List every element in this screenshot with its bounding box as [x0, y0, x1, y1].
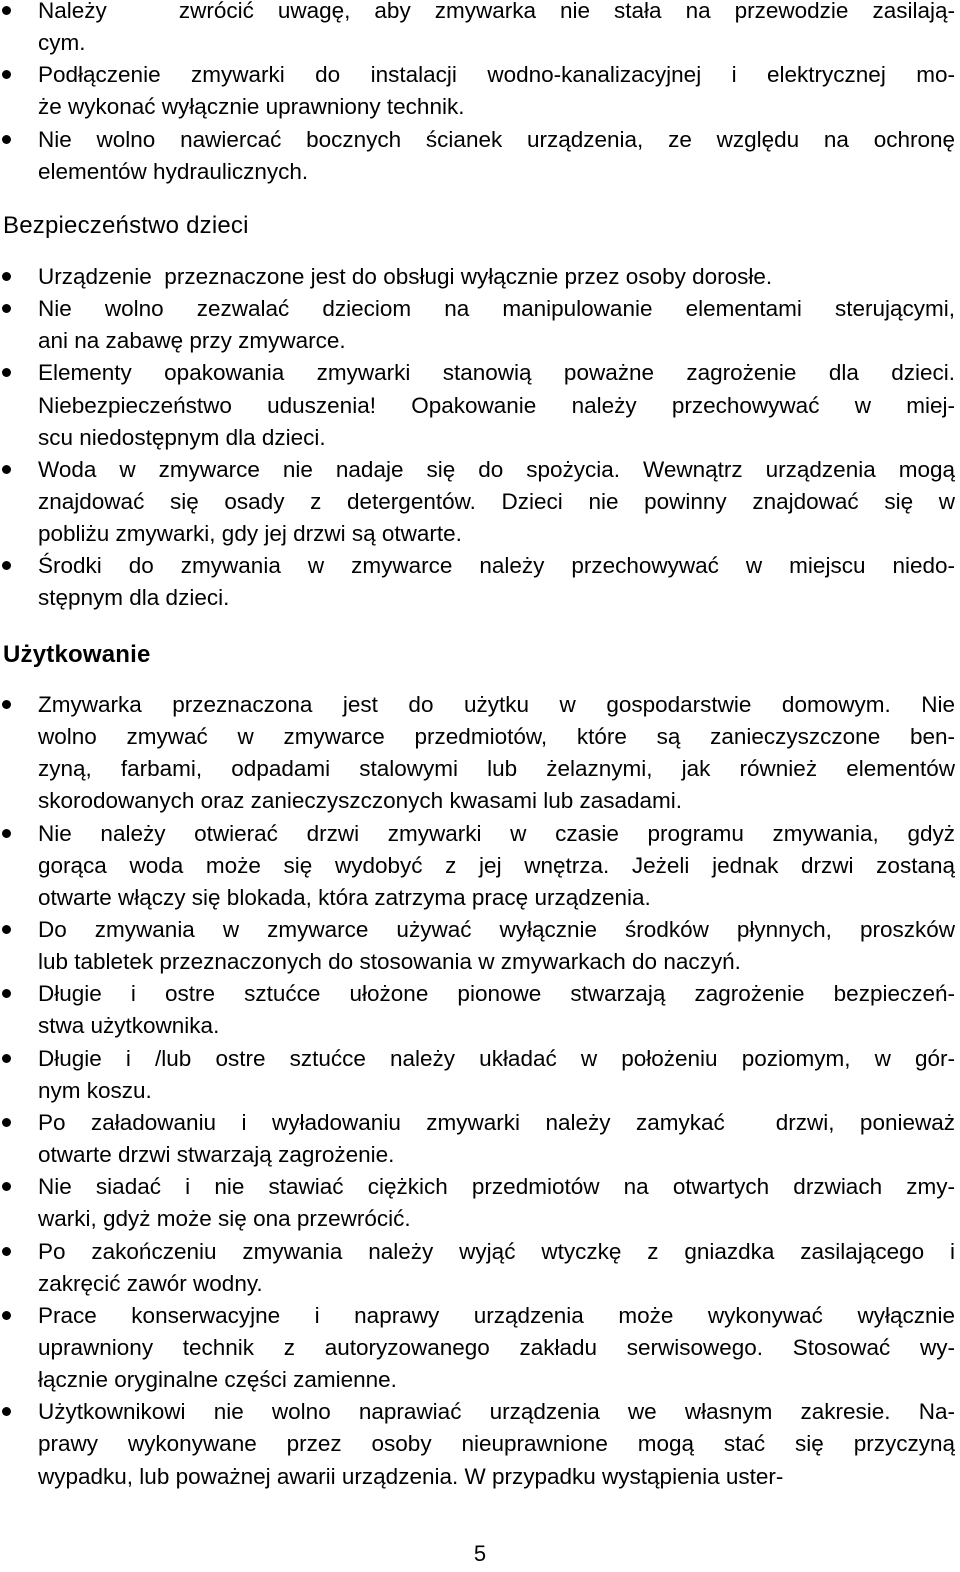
- list-item-line: Urządzenie przeznaczone jest do obsługi wyłącznie przez osoby dorosłe.: [38, 264, 773, 289]
- list-item-line: Długie i /lub ostre sztućce należy układać w położeniu poziomym, w gór-: [38, 1045, 955, 1071]
- list-item-line: Woda w zmywarce nie nadaje się do spożycia. Wewnątrz urządzenia mogą: [38, 456, 955, 482]
- list-item-line: stępnym dla dzieci.: [38, 585, 230, 611]
- bullet-icon: [2, 700, 11, 709]
- list-item-line: Niebezpieczeństwo uduszenia! Opakowanie należy przechowywać w miej-: [38, 392, 955, 418]
- list-item-line: otwarte włączy się blokada, która zatrzyma pracę urządzenia.: [38, 884, 651, 910]
- list-item-line: zyną, farbami, odpadami stalowymi lub żelaznymi, jak również elementów: [38, 756, 955, 782]
- list-item-line: Należy zwrócić uwagę, aby zmywarka nie stała na przewodzie zasilają-: [38, 0, 955, 23]
- list-item-line: otwarte drzwi stwarzają zagrożenie.: [38, 1142, 395, 1168]
- list-item-line: skorodowanych oraz zanieczyszczonych kwasami lub zasadami.: [38, 788, 683, 814]
- list-item-line: gorąca woda może się wydobyć z jej wnętrza. Jeżeli jednak drzwi zostaną: [38, 852, 955, 878]
- list-item-line: Elementy opakowania zmywarki stanowią poważne zagrożenie dla dzieci.: [38, 360, 955, 386]
- bullet-icon: [2, 561, 11, 570]
- list-item-line: Środki do zmywania w zmywarce należy przechowywać w miejscu niedo-: [38, 553, 955, 579]
- list-item-line: lub tabletek przeznaczonych do stosowania w zmywarkach do naczyń.: [38, 949, 741, 975]
- bullet-icon: [2, 1054, 11, 1063]
- list-item-line: pobliżu zmywarki, gdy jej drzwi są otwarte.: [38, 521, 462, 547]
- list-item-line: Użytkownikowi nie wolno naprawiać urządzenia we własnym zakresie. Na-: [38, 1399, 955, 1425]
- list-item-line: łącznie oryginalne części zamienne.: [38, 1367, 397, 1393]
- list-item-line: Nie wolno zezwalać dzieciom na manipulowanie elementami sterującymi,: [38, 296, 955, 322]
- list-item-line: nym koszu.: [38, 1077, 152, 1103]
- bullet-icon: [2, 989, 11, 998]
- bullet-icon: [2, 1407, 11, 1416]
- list-item-line: Po zakończeniu zmywania należy wyjąć wtyczkę z gniazdka zasilającego i: [38, 1238, 955, 1264]
- bullet-icon: [2, 6, 11, 15]
- list-item-line: ani na zabawę przy zmywarce.: [38, 328, 346, 354]
- list-item-line: cym.: [38, 30, 86, 56]
- list-item-line: Podłączenie zmywarki do instalacji wodno-kanalizacyjnej i elektrycznej mo-: [38, 62, 955, 88]
- list-item-line: warki, gdyż może się ona przewrócić.: [38, 1206, 411, 1232]
- bullet-icon: [2, 1247, 11, 1256]
- list-item-line: wolno zmywać w zmywarce przedmiotów, które są zanieczyszczone ben-: [38, 724, 955, 750]
- list-item-line: Po załadowaniu i wyładowaniu zmywarki należy zamykać drzwi, ponieważ: [38, 1109, 955, 1135]
- list-item-line: prawy wykonywane przez osoby nieuprawnione mogą stać się przyczyną: [38, 1431, 955, 1457]
- bullet-icon: [2, 829, 11, 838]
- bullet-icon: [2, 1182, 11, 1191]
- bullet-icon: [2, 1311, 11, 1320]
- list-item-line: scu niedostępnym dla dzieci.: [38, 424, 326, 450]
- list-item-line: uprawniony technik z autoryzowanego zakładu serwisowego. Stosować wy-: [38, 1334, 955, 1360]
- list-item-line: Nie wolno nawiercać bocznych ścianek urządzenia, ze względu na ochronę: [38, 126, 955, 152]
- section-heading-children-safety: Bezpieczeństwo dzieci: [3, 212, 249, 239]
- section-heading-usage: Użytkowanie: [3, 641, 151, 668]
- bullet-icon: [2, 304, 11, 313]
- list-item-line: znajdować się osady z detergentów. Dzieci nie powinny znajdować się w: [38, 489, 955, 515]
- bullet-icon: [2, 1118, 11, 1127]
- list-item-line: Do zmywania w zmywarce używać wyłącznie środków płynnych, proszków: [38, 917, 955, 943]
- page-number: 5: [473, 1541, 487, 1566]
- list-item-line: Zmywarka przeznaczona jest do użytku w gospodarstwie domowym. Nie: [38, 692, 955, 717]
- list-item-line: zakręcić zawór wodny.: [38, 1270, 263, 1296]
- list-item-line: że wykonać wyłącznie uprawniony technik.: [38, 94, 465, 120]
- bullet-icon: [2, 272, 11, 281]
- bullet-icon: [2, 925, 11, 934]
- list-item-line: wypadku, lub poważnej awarii urządzenia. W przypadku wystąpienia uster-: [38, 1463, 784, 1489]
- bullet-icon: [2, 70, 11, 79]
- list-item-line: Prace konserwacyjne i naprawy urządzenia może wykonywać wyłącznie: [38, 1302, 955, 1328]
- list-item-line: stwa użytkownika.: [38, 1013, 220, 1039]
- bullet-icon: [2, 368, 11, 377]
- list-item-line: Nie siadać i nie stawiać ciężkich przedmiotów na otwartych drzwiach zmy-: [38, 1174, 955, 1200]
- list-item-line: Długie i ostre sztućce ułożone pionowe stwarzają zagrożenie bezpieczeń-: [38, 981, 955, 1007]
- list-item-line: Nie należy otwierać drzwi zmywarki w czasie programu zmywania, gdyż: [38, 820, 955, 846]
- list-item-line: elementów hydraulicznych.: [38, 158, 309, 184]
- bullet-icon: [2, 465, 11, 474]
- bullet-icon: [2, 135, 11, 144]
